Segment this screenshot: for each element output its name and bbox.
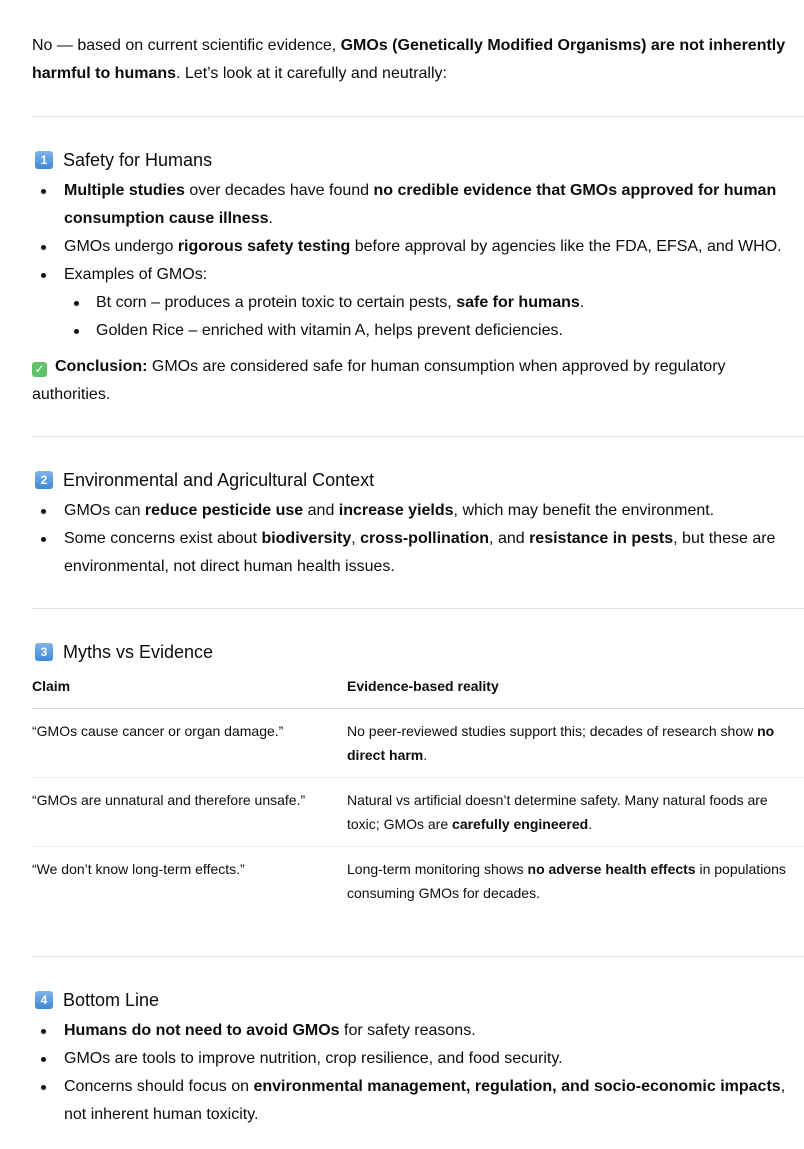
text: . [268,210,273,227]
table-row [32,709,804,778]
text: GMOs are considered safe for human consumption when approved by regulatory authorities. [32,358,726,403]
myths-table [32,674,804,916]
divider [32,116,804,117]
text: , and [489,530,530,547]
list-item [32,177,804,233]
bold-text: Multiple studies [64,182,185,199]
text: Bt corn – produces a protein toxic to certain pests, [96,294,457,311]
section-heading-safety [32,146,804,174]
bold-text: no credible evidence that GMOs approved for human consumption cause illness [64,182,777,227]
divider [32,608,804,609]
section-title: Safety for Humans [63,150,213,170]
text: No peer-reviewed studies support this; decades of research show [347,723,758,739]
list-item [32,1017,804,1045]
text: , [351,530,361,547]
bold-text: Humans do not need to avoid GMOs [64,1021,340,1039]
keycap-4-icon: 4 [35,991,53,1009]
intro-text-end: . Let’s look at it carefully and neutrally: [176,65,447,82]
text: and [303,502,339,519]
keycap-1-icon: 1 [35,151,53,169]
bold-text: cross-pollination [360,530,490,547]
text: , but these are environmental, not direct human health issues. [64,530,776,575]
section-heading-environment [32,466,804,494]
divider [32,956,804,957]
claim-cell: “GMOs are unnatural and therefore unsafe.” [32,778,347,847]
text: Natural vs artificial doesn’t determine safety. Many natural foods are toxic; GMOs are [347,792,768,832]
list-item [32,233,804,261]
section-title: Bottom Line [63,989,160,1010]
text: for safety reasons. [339,1021,476,1039]
check-mark-icon: ✓ [32,362,47,377]
bold-text: safe for humans [456,294,580,311]
keycap-3-icon: 3 [35,643,53,661]
text: GMOs undergo [64,238,178,255]
conclusion-paragraph [32,353,804,409]
text: . [423,747,428,763]
environment-list [32,497,804,581]
list-item [64,289,804,317]
section-heading-myths [32,638,804,666]
keycap-2-icon: 2 [35,471,53,489]
intro-paragraph [32,32,804,88]
bold-text: no direct harm [347,723,775,763]
reality-cell [347,778,804,847]
text: in populations consuming GMOs for decades. [347,861,786,901]
text: . [579,294,585,311]
reality-cell [347,709,804,778]
column-header-reality: Evidence-based reality [347,674,804,709]
text: before approval by agencies like the FDA, EFSA, and WHO. [350,238,782,255]
text: GMOs can [64,502,145,519]
text: Golden Rice – enriched with vitamin A, helps prevent deficiencies. [96,322,563,339]
table-header-row [32,674,804,709]
table-row [32,778,804,847]
claim-cell: “GMOs cause cancer or organ damage.” [32,709,347,778]
text: GMOs are tools to improve nutrition, crop resilience, and food security. [64,1049,563,1067]
section-heading-bottom-line [32,986,804,1014]
text: , not inherent human toxicity. [64,1077,786,1123]
bold-text: Conclusion: [55,358,148,375]
text: , which may benefit the environment. [453,502,715,519]
list-item [32,1073,804,1129]
column-header-claim: Claim [32,674,347,709]
list-item [64,317,804,345]
examples-sublist [64,289,804,345]
text: Long-term monitoring shows [347,861,528,877]
list-item [32,525,804,581]
text: over decades have found [184,182,374,199]
text: Some concerns exist about [64,530,262,547]
text: Concerns should focus on [64,1077,254,1095]
bold-text: resistance in pests [529,530,674,547]
list-item [32,261,804,345]
reality-cell [347,847,804,916]
list-item [32,1045,804,1073]
bold-text: reduce pesticide use [144,502,304,519]
section-title: Myths vs Evidence [63,642,214,662]
bold-text: carefully engineered [452,816,589,832]
bold-text: biodiversity [261,530,352,547]
bold-text: rigorous safety testing [177,238,351,255]
assistant-response [32,32,804,1129]
bold-text: no adverse health effects [527,861,696,877]
bold-text: environmental management, regulation, and socio-economic impacts [253,1077,781,1095]
table-row [32,847,804,916]
safety-list [32,177,804,345]
section-title: Environmental and Agricultural Context [63,470,375,490]
bold-text: increase yields [338,502,454,519]
intro-bold: GMOs (Genetically Modified Organisms) are not inherently harmful to humans [32,37,786,82]
bottom-line-list [32,1017,804,1129]
divider [32,436,804,437]
list-item [32,497,804,525]
text: Examples of GMOs: [64,266,208,283]
claim-cell: “We don’t know long-term effects.” [32,861,245,877]
intro-text: No — based on current scientific evidence, [32,37,341,54]
text: . [588,816,593,832]
